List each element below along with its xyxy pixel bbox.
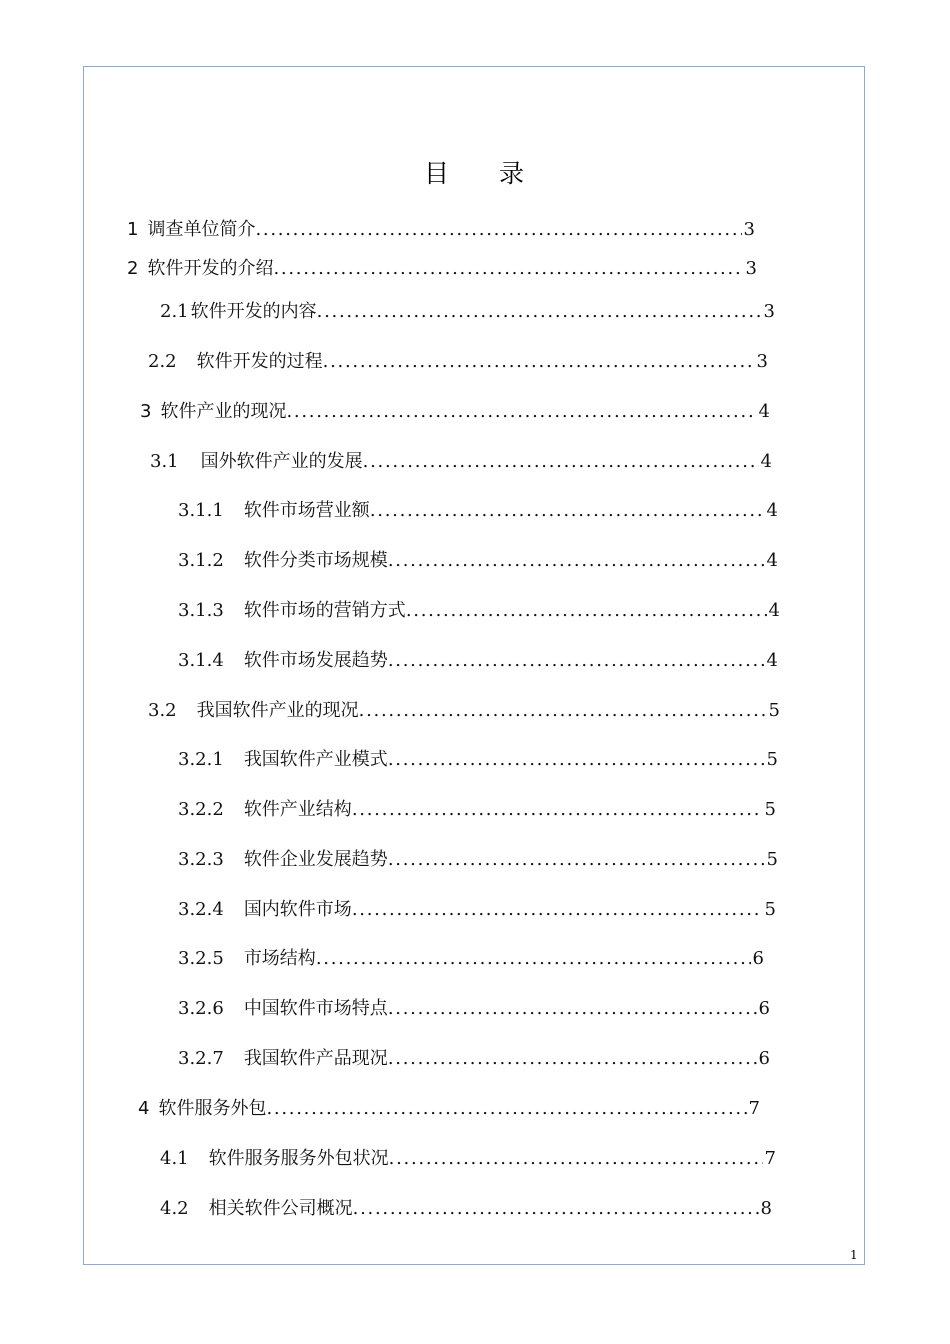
toc-dot-leader bbox=[353, 1198, 759, 1219]
toc-entry-number: 3.1.4 bbox=[178, 650, 224, 671]
toc-dot-leader bbox=[370, 500, 765, 521]
toc-entry-number: 3.1 bbox=[150, 451, 179, 472]
toc-entry-title: 市场结构 bbox=[243, 948, 316, 969]
page-number: 1 bbox=[850, 1248, 858, 1262]
toc-entry-title: 软件服务外包 bbox=[158, 1098, 267, 1119]
toc-entry-page: 5 bbox=[766, 749, 778, 770]
toc-entry-page: 7 bbox=[748, 1098, 760, 1119]
toc-entry-3-2-2[interactable] bbox=[178, 795, 776, 821]
toc-entry-page: 4 bbox=[766, 650, 778, 671]
toc-entry-2-2[interactable] bbox=[148, 347, 768, 373]
toc-entry-number: 3 bbox=[140, 401, 152, 422]
toc-entry-number: 4 bbox=[138, 1098, 150, 1119]
toc-entry-number: 2.1 bbox=[160, 301, 189, 322]
toc-entry-page: 3 bbox=[743, 219, 755, 240]
toc-entry-3-1-1[interactable] bbox=[178, 496, 778, 522]
toc-entry-number: 2.2 bbox=[148, 351, 177, 372]
toc-entry-3-2-7[interactable] bbox=[178, 1044, 770, 1070]
toc-dot-leader bbox=[388, 550, 765, 571]
toc-entry-title: 软件产业的现况 bbox=[160, 401, 287, 422]
toc-entry-number: 3.2 bbox=[148, 700, 177, 721]
toc-entry-page: 5 bbox=[764, 899, 776, 920]
toc-dot-leader bbox=[352, 899, 763, 920]
toc-entry-page: 4 bbox=[766, 550, 778, 571]
toc-entry-title: 我国软件产业的现况 bbox=[196, 700, 359, 721]
toc-entry-number: 4.1 bbox=[160, 1148, 189, 1169]
toc-entry-3-2-1[interactable] bbox=[178, 745, 778, 771]
toc-entry-title: 软件开发的过程 bbox=[196, 351, 323, 372]
toc-entry-page: 4 bbox=[768, 600, 780, 621]
toc-entry-3-2-3[interactable] bbox=[178, 845, 778, 871]
toc-entry-page: 4 bbox=[760, 451, 772, 472]
toc-entry-3[interactable] bbox=[140, 397, 770, 423]
toc-entry-number: 3.1.2 bbox=[178, 550, 224, 571]
toc-entry-page: 3 bbox=[763, 301, 775, 322]
toc-entry-title: 我国软件产品现况 bbox=[243, 1048, 388, 1069]
toc-entry-3-1-2[interactable] bbox=[178, 546, 778, 572]
toc-entry-title: 软件开发的内容 bbox=[190, 301, 317, 322]
toc-title-char-1: 目 bbox=[423, 159, 451, 188]
toc-entry-page: 6 bbox=[758, 998, 770, 1019]
toc-dot-leader bbox=[323, 351, 755, 372]
toc-entry-title: 软件市场的营销方式 bbox=[243, 600, 406, 621]
toc-entry-page: 5 bbox=[764, 799, 776, 820]
toc-entry-2[interactable] bbox=[127, 254, 757, 280]
toc-entry-number: 1 bbox=[127, 219, 139, 240]
toc-entry-3-1-4[interactable] bbox=[178, 646, 778, 672]
toc-dot-leader bbox=[273, 258, 743, 279]
toc-entry-number: 2 bbox=[127, 258, 139, 279]
toc-entry-title: 软件企业发展趋势 bbox=[243, 849, 388, 870]
toc-dot-leader bbox=[363, 451, 759, 472]
toc-entry-title: 中国软件市场特点 bbox=[243, 998, 388, 1019]
toc-entry-title: 软件开发的介绍 bbox=[147, 258, 274, 279]
toc-title bbox=[0, 154, 950, 190]
toc-dot-leader bbox=[266, 1098, 746, 1119]
toc-entry-3-2-6[interactable] bbox=[178, 994, 770, 1020]
toc-entry-number: 3.1.1 bbox=[178, 500, 224, 521]
toc-entry-number: 4.2 bbox=[160, 1198, 189, 1219]
toc-entry-2-1[interactable] bbox=[160, 297, 775, 323]
toc-dot-leader bbox=[406, 600, 767, 621]
toc-entry-title: 国外软件产业的发展 bbox=[200, 451, 363, 472]
toc-dot-leader bbox=[388, 998, 757, 1019]
toc-entry-page: 8 bbox=[760, 1198, 772, 1219]
toc-entry-3-2-5[interactable] bbox=[178, 944, 764, 970]
toc-title-char-2: 录 bbox=[499, 159, 527, 188]
toc-entry-number: 3.2.7 bbox=[178, 1048, 224, 1069]
toc-dot-leader bbox=[388, 749, 765, 770]
toc-entry-title: 软件市场营业额 bbox=[243, 500, 370, 521]
toc-entry-title: 软件市场发展趋势 bbox=[243, 650, 388, 671]
toc-entry-number: 3.2.6 bbox=[178, 998, 224, 1019]
toc-dot-leader bbox=[359, 700, 767, 721]
toc-entry-page: 4 bbox=[758, 401, 770, 422]
toc-entry-page: 5 bbox=[766, 849, 778, 870]
toc-entry-number: 3.1.3 bbox=[178, 600, 224, 621]
toc-dot-leader bbox=[286, 401, 756, 422]
toc-entry-title: 国内软件市场 bbox=[243, 899, 352, 920]
toc-dot-leader bbox=[388, 849, 765, 870]
toc-entry-page: 6 bbox=[752, 948, 764, 969]
toc-entry-title: 相关软件公司概况 bbox=[208, 1198, 353, 1219]
toc-entry-number: 3.2.2 bbox=[178, 799, 224, 820]
toc-entry-number: 3.2.1 bbox=[178, 749, 224, 770]
toc-entry-title: 软件产业结构 bbox=[243, 799, 352, 820]
toc-entry-3-1[interactable] bbox=[150, 447, 772, 473]
toc-dot-leader bbox=[352, 799, 763, 820]
toc-entry-page: 5 bbox=[768, 700, 780, 721]
toc-entry-title: 我国软件产业模式 bbox=[243, 749, 388, 770]
toc-entry-3-2[interactable] bbox=[148, 696, 780, 722]
toc-entry-page: 7 bbox=[764, 1148, 776, 1169]
toc-entry-title: 软件服务服务外包状况 bbox=[208, 1148, 389, 1169]
toc-entry-4[interactable] bbox=[138, 1094, 760, 1120]
toc-entry-number: 3.2.3 bbox=[178, 849, 224, 870]
toc-dot-leader bbox=[316, 948, 751, 969]
toc-entry-1[interactable] bbox=[127, 215, 755, 241]
toc-entry-3-1-3[interactable] bbox=[178, 596, 780, 622]
toc-entry-3-2-4[interactable] bbox=[178, 895, 776, 921]
toc-entry-page: 3 bbox=[745, 258, 757, 279]
toc-dot-leader bbox=[388, 1048, 757, 1069]
toc-dot-leader bbox=[389, 1148, 763, 1169]
toc-entry-title: 软件分类市场规模 bbox=[243, 550, 388, 571]
toc-dot-leader bbox=[388, 650, 765, 671]
toc-entry-4-1[interactable] bbox=[160, 1144, 776, 1170]
toc-dot-leader bbox=[255, 219, 741, 240]
toc-entry-page: 3 bbox=[756, 351, 768, 372]
toc-entry-number: 3.2.5 bbox=[178, 948, 224, 969]
toc-entry-number: 3.2.4 bbox=[178, 899, 224, 920]
toc-dot-leader bbox=[317, 301, 762, 322]
toc-entry-4-2[interactable] bbox=[160, 1194, 772, 1220]
toc-entry-page: 4 bbox=[766, 500, 778, 521]
toc-entry-title: 调查单位简介 bbox=[147, 219, 256, 240]
toc-entry-page: 6 bbox=[758, 1048, 770, 1069]
